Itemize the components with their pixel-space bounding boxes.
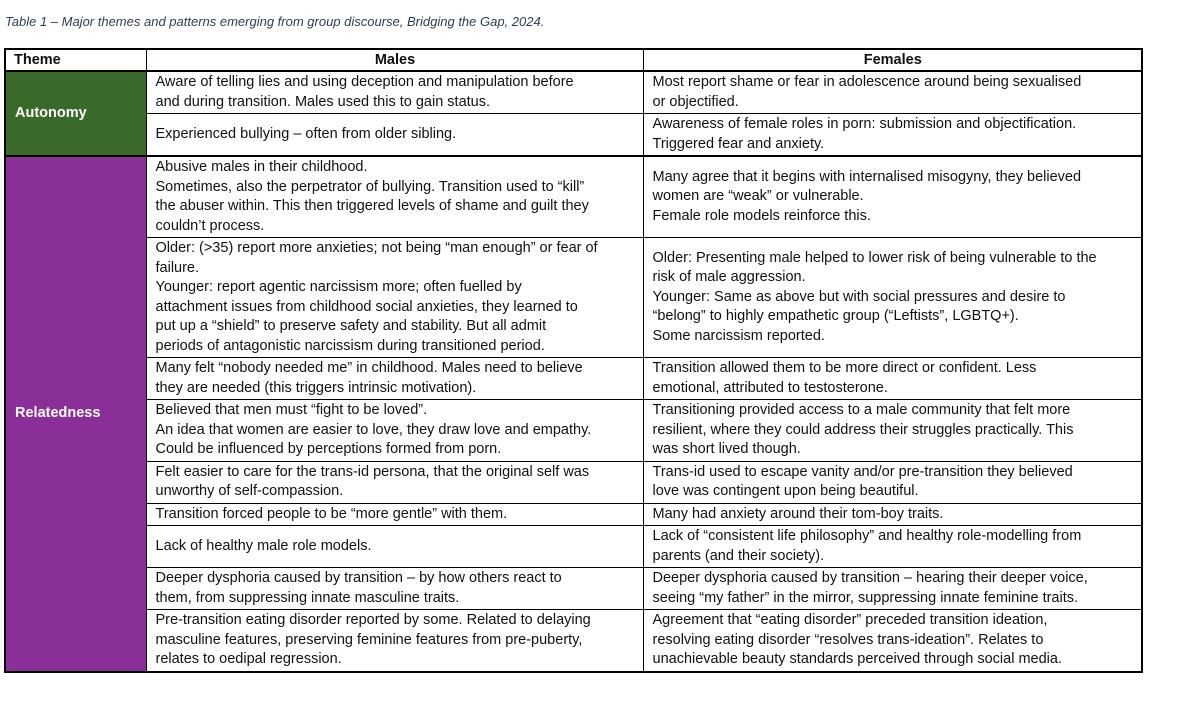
cell-line: unworthy of self-compassion.: [155, 483, 344, 499]
females-cell: [643, 568, 1142, 610]
table-row: [5, 358, 1142, 400]
males-cell: [146, 400, 643, 462]
females-cell: [643, 156, 1142, 238]
cell-line: Could be influenced by perceptions formed from porn.: [155, 441, 502, 457]
table-row: [5, 71, 1142, 114]
cell-line: masculine features, preserving feminine features from pre-puberty,: [155, 631, 583, 648]
males-cell: [146, 461, 643, 503]
females-cell: [643, 238, 1142, 358]
cell-line: Transitioning provided access to a male community that felt more: [652, 402, 1071, 418]
males-cell: [146, 156, 643, 238]
cell-line: emotional, attributed to testosterone.: [652, 379, 888, 396]
theme-autonomy: Autonomy: [5, 71, 146, 156]
cell-line: was short lived though.: [652, 441, 801, 457]
cell-line: Many agree that it begins with internalised misogyny, they believed: [652, 168, 1082, 185]
table-caption: Table 1 – Major themes and patterns emerging from group discourse, Bridging the Gap, 2024.: [5, 14, 545, 29]
table-row: [5, 503, 1142, 526]
table-row: [5, 114, 1142, 157]
table-row: [5, 238, 1142, 358]
cell-line: put up a “shield” to preserve safety and stability. But all admit: [155, 318, 547, 334]
cell-line: attachment issues from childhood social anxieties, they learned to: [155, 298, 578, 315]
cell-line: parents (and their society).: [652, 547, 825, 564]
cell-line: Deeper dysphoria caused by transition – by how others react to: [155, 570, 562, 586]
theme-relatedness: Relatedness: [5, 156, 146, 672]
cell-line: Trans-id used to escape vanity and/or pre-transition they believed: [652, 463, 1073, 480]
cell-line: love was contingent upon being beautiful.: [652, 483, 919, 499]
cell-line: failure.: [155, 259, 200, 276]
females-cell: [643, 610, 1142, 672]
cell-line: Pre-transition eating disorder reported by some. Related to delaying: [155, 612, 591, 628]
cell-line: Older: (>35) report more anxieties; not being “man enough” or fear of: [155, 240, 598, 256]
cell-line: relates to oedipal regression.: [155, 651, 342, 667]
header-females: Females: [643, 49, 1142, 71]
cell-line: they are needed (this triggers intrinsic motivation).: [155, 379, 477, 396]
cell-line: periods of antagonistic narcissism during transitioned period.: [155, 337, 545, 354]
cell-line: Most report shame or fear in adolescence around being sexualised: [652, 74, 1082, 90]
header-males: Males: [146, 49, 643, 71]
males-cell: [146, 358, 643, 400]
cell-line: Older: Presenting male helped to lower risk of being vulnerable to the: [652, 249, 1097, 266]
cell-line: Lack of “consistent life philosophy” and healthy role-modelling from: [652, 528, 1082, 544]
cell-line: the abuser within. This then triggered levels of shame and guilt they: [155, 198, 589, 214]
cell-line: Experienced bullying – often from older sibling.: [155, 125, 457, 142]
males-cell: [146, 568, 643, 610]
table-row: [5, 568, 1142, 610]
header-row: [5, 49, 1142, 71]
females-cell: [643, 358, 1142, 400]
cell-line: Transition forced people to be “more gentle” with them.: [155, 505, 508, 522]
cell-line: Agreement that “eating disorder” preceded transition ideation,: [652, 612, 1048, 628]
cell-line: Transition allowed them to be more direct or confident. Less: [652, 360, 1037, 376]
cell-line: “belong” to highly empathetic group (“Leftists”, LGBTQ+).: [652, 308, 1019, 325]
cell-line: and during transition. Males used this to gain status.: [155, 93, 490, 110]
cell-line: Younger: Same as above but with social pressures and desire to: [652, 288, 1066, 305]
cell-line: An idea that women are easier to love, they draw love and empathy.: [155, 421, 592, 438]
females-cell: [643, 461, 1142, 503]
table-body: [5, 71, 1142, 672]
cell-line: Believed that men must “fight to be loved”.: [155, 402, 428, 418]
females-cell: [643, 400, 1142, 462]
males-cell: [146, 610, 643, 672]
cell-line: Awareness of female roles in porn: submission and objectification.: [652, 116, 1077, 132]
cell-line: Deeper dysphoria caused by transition – hearing their deeper voice,: [652, 570, 1088, 586]
cell-line: or objectified.: [652, 93, 739, 110]
table-row: [5, 156, 1142, 238]
males-cell: [146, 71, 643, 114]
cell-line: Younger: report agentic narcissism more; often fuelled by: [155, 279, 522, 295]
cell-line: unachievable beauty standards perceived through social media.: [652, 651, 1062, 667]
cell-line: women are “weak” or vulnerable.: [652, 188, 864, 205]
table-row: [5, 461, 1142, 503]
females-cell: [643, 71, 1142, 114]
cell-line: Felt easier to care for the trans-id persona, that the original self was: [155, 463, 590, 480]
header-theme: Theme: [5, 49, 146, 71]
cell-line: Lack of healthy male role models.: [155, 537, 372, 554]
cell-line: Sometimes, also the perpetrator of bullying. Transition used to “kill”: [155, 178, 585, 195]
females-cell: [643, 526, 1142, 568]
cell-line: Abusive males in their childhood.: [155, 159, 368, 175]
females-cell: [643, 503, 1142, 526]
table-row: [5, 400, 1142, 462]
cell-line: risk of male aggression.: [652, 269, 806, 286]
cell-line: Female role models reinforce this.: [652, 207, 871, 224]
cell-line: resilient, where they could address their struggles practically. This: [652, 421, 1074, 438]
cell-line: Triggered fear and anxiety.: [652, 135, 825, 152]
males-cell: [146, 526, 643, 568]
cell-line: seeing “my father” in the mirror, suppressing innate feminine traits.: [652, 589, 1079, 606]
themes-table: [4, 48, 1143, 673]
cell-line: Some narcissism reported.: [652, 327, 825, 344]
males-cell: [146, 238, 643, 358]
cell-line: resolving eating disorder “resolves trans-ideation”. Relates to: [652, 631, 1044, 648]
cell-line: them, from suppressing innate masculine traits.: [155, 589, 460, 606]
cell-line: Many had anxiety around their tom-boy traits.: [652, 505, 944, 522]
table-row: [5, 610, 1142, 672]
cell-line: Many felt “nobody needed me” in childhood. Males need to believe: [155, 360, 583, 376]
males-cell: [146, 503, 643, 526]
females-cell: [643, 114, 1142, 157]
males-cell: [146, 114, 643, 157]
table-row: [5, 526, 1142, 568]
cell-line: Aware of telling lies and using deception and manipulation before: [155, 74, 574, 90]
cell-line: couldn’t process.: [155, 217, 265, 234]
